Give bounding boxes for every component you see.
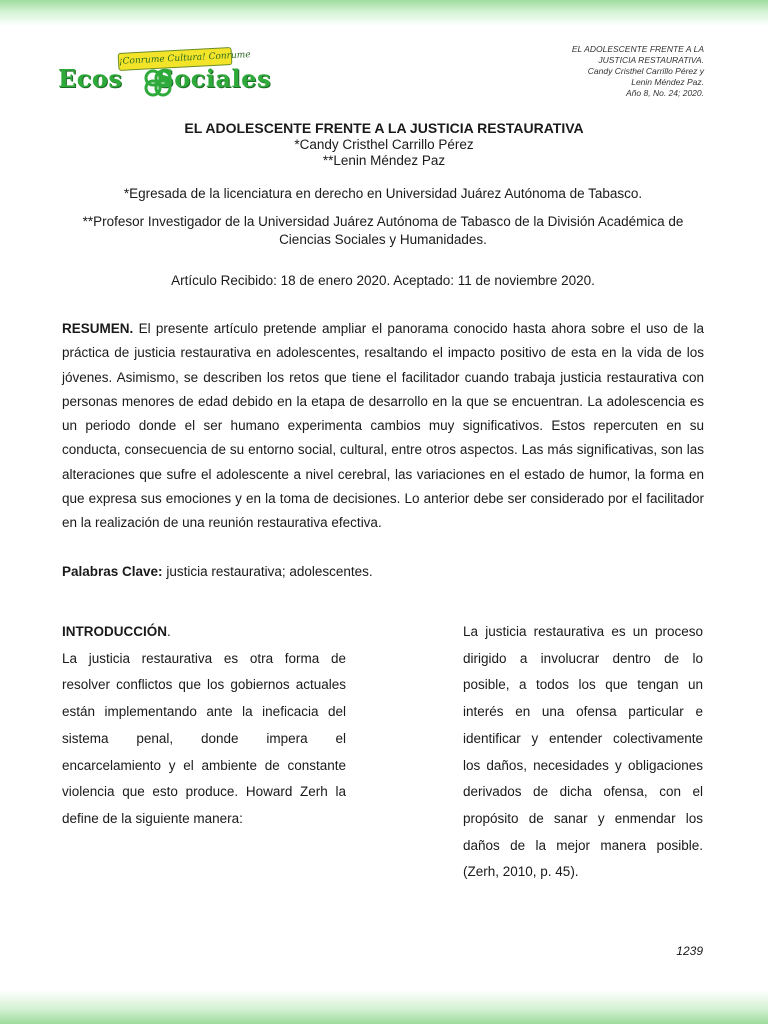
author-1: *Candy Cristhel Carrillo Pérez: [294, 137, 474, 152]
left-column: [62, 619, 346, 833]
abstract-label: RESUMEN.: [62, 321, 134, 336]
affiliation-1: *Egresada de la licenciatura en derecho en Universidad Juárez Autónoma de Tabasco.: [123, 186, 643, 201]
running-header-line: Candy Cristhel Carrillo Pérez y: [587, 66, 704, 76]
author-2: **Lenin Méndez Paz: [322, 153, 446, 168]
running-header-line: Año 8, No. 24; 2020.: [626, 88, 704, 98]
keywords-label: Palabras Clave:: [62, 564, 163, 579]
running-header-line: JUSTICIA RESTAURATIVA.: [598, 55, 704, 65]
logo-name-part2: Sociales: [156, 64, 271, 93]
running-header: [464, 44, 704, 99]
celtic-knot-icon: [143, 68, 173, 98]
article-title: EL ADOLESCENTE FRENTE A LA JUSTICIA RESTAURATIVA: [184, 120, 584, 136]
abstract: [62, 317, 704, 536]
right-column: [463, 619, 703, 886]
title-block: [0, 120, 768, 169]
intro-heading-punct: .: [167, 624, 171, 639]
top-decorative-band: [0, 0, 768, 26]
intro-heading-line: [62, 619, 346, 646]
logo-banner: ¡Conrume Cultura! Conrume: [118, 47, 233, 71]
block-quote: La justicia restaurativa es un proceso dirigido a involucrar dentro de lo posible, a todos los que tengan un interés en una ofensa particular e identificar y entender colectivamente los daños, necesidades y obligaciones derivados de dicha ofensa, con el propósito de sanar y enmendar los daños de la mejor manera posible. (Zerh, 2010, p. 45).: [463, 624, 703, 880]
affiliation-2: **Profesor Investigador de la Universidad Juárez Autónoma de Tabasco de la División Académica de Ciencias Sociales y Humanidades.: [82, 214, 684, 247]
abstract-text: El presente artículo pretende ampliar el panorama conocido hasta ahora sobre el uso de la práctica de justicia restaurativa en adolescentes, resaltando el impacto positivo de esta en la vida de los jóvenes. Asimismo, se describen los retos que tiene el facilitador cuando trabaja justicia restaurativa con personas menores de edad debido en la etapa de desarrollo en la que se encuentran. La adolescencia es un periodo donde el ser humano experimenta cambios muy significativos. Estos repercuten en su conducta, consecuencia de su entorno social, cultural, entre otros aspectos. Las más significativas, son las alteraciones que sufre el adolescente a nivel cerebral, las variaciones en el estado de humor, la forma en que expresa sus emociones y en la toma de decisiones. Lo anterior debe ser considerado por el facilitador en la realización de una reunión restaurativa efectiva.: [62, 321, 704, 531]
received-dates: Artículo Recibido: 18 de enero 2020. Aceptado: 11 de noviembre 2020.: [171, 273, 595, 288]
running-header-line: Lenin Méndez Paz.: [631, 77, 704, 87]
running-header-line: EL ADOLESCENTE FRENTE A LA: [571, 44, 704, 54]
intro-paragraph: La justicia restaurativa es otra forma de resolver conflictos que los gobiernos actuales están implementando ante la ineficacia del sistema penal, donde impera el encarcelamiento y el ambiente de constante violencia que esto produce. Howard Zerh la define de la siguiente manera:: [62, 650, 346, 826]
logo-name-part1: Ecos: [58, 64, 123, 93]
journal-logo: [58, 50, 270, 102]
keywords-text: justicia restaurativa; adolescentes.: [162, 564, 373, 579]
bottom-decorative-band: [0, 990, 768, 1024]
keywords: [62, 563, 704, 581]
intro-heading: INTRODUCCIÓN: [62, 624, 167, 639]
page-number: 1239: [676, 944, 703, 958]
